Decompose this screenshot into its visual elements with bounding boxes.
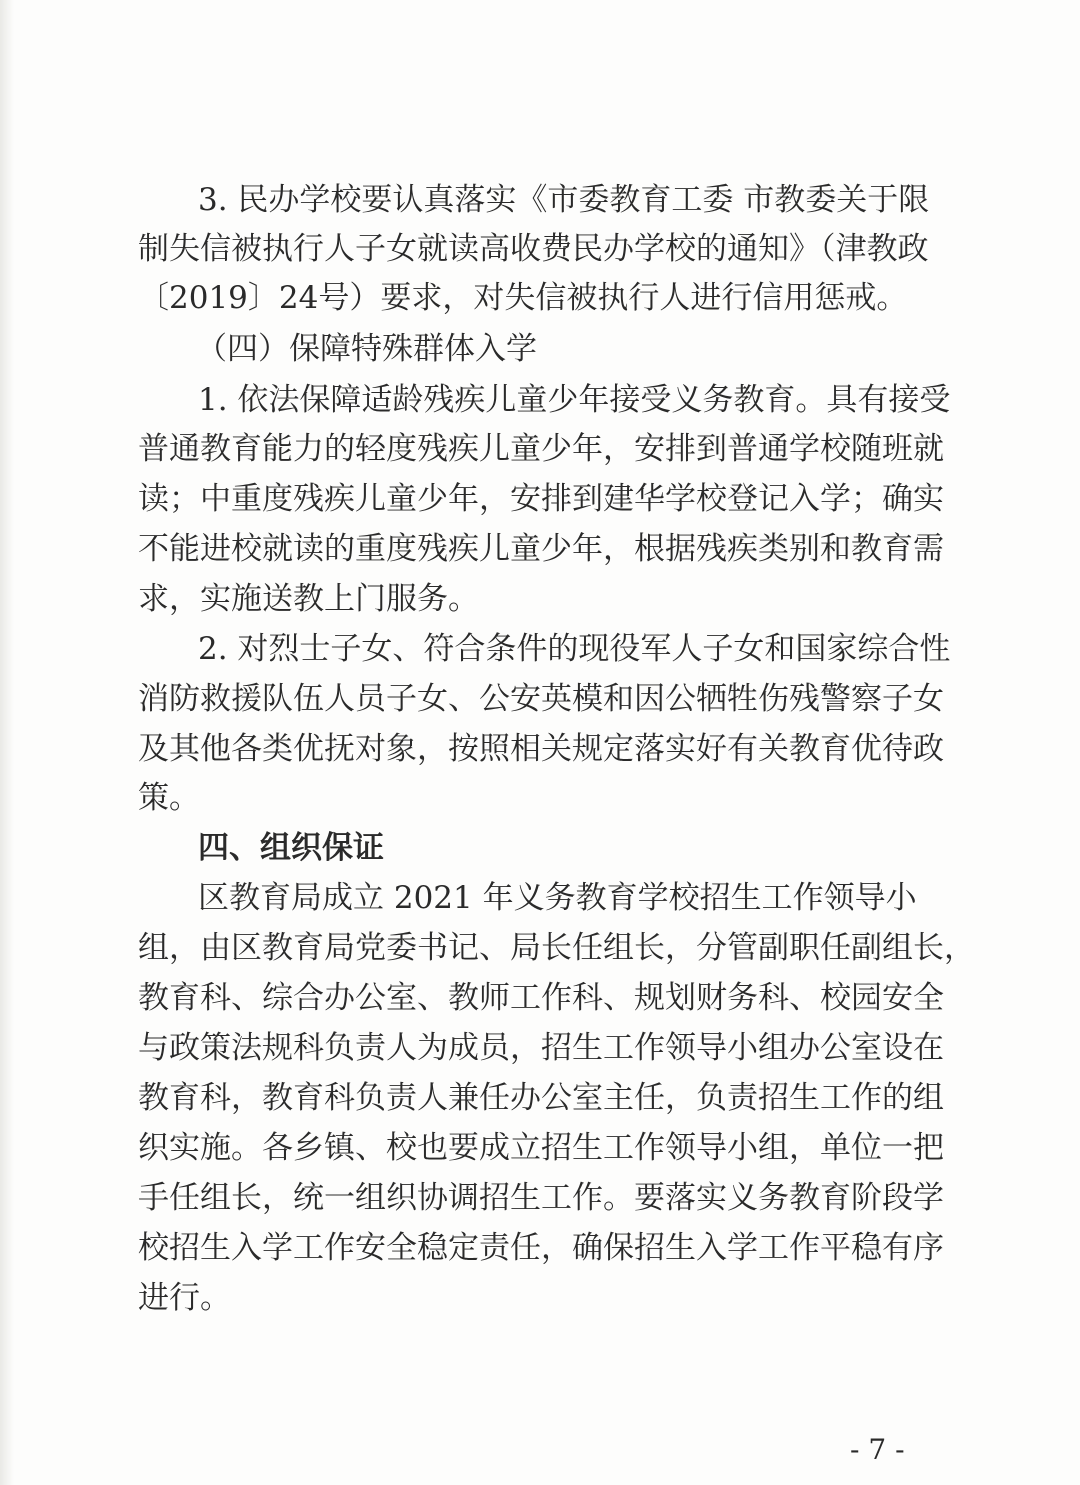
paragraph-line: 〔2019〕24号）要求，对失信被执行人进行信用惩戒。 bbox=[138, 280, 908, 316]
paragraph-line: 手任组长，统一组织协调招生工作。要落实义务教育阶段学 bbox=[138, 1180, 944, 1216]
paragraph-line: 织实施。各乡镇、校也要成立招生工作领导小组，单位一把 bbox=[138, 1130, 944, 1166]
paragraph-line: 教育科、综合办公室、教师工作科、规划财务科、校园安全 bbox=[138, 980, 944, 1016]
paragraph-line: 制失信被执行人子女就读高收费民办学校的通知》（津教政 bbox=[138, 231, 929, 267]
paragraph-line: 消防救援队伍人员子女、公安英模和因公牺牲伤残警察子女 bbox=[138, 681, 944, 717]
paragraph-line: 与政策法规科负责人为成员，招生工作领导小组办公室设在 bbox=[138, 1030, 944, 1066]
paragraph-line: 进行。 bbox=[138, 1280, 231, 1316]
paragraph-line: 组，由区教育局党委书记、局长任组长，分管副职任副组长， bbox=[138, 930, 975, 966]
paragraph-line: 3. 民办学校要认真落实《市委教育工委 市教委关于限 bbox=[198, 182, 930, 218]
paragraph-line: 校招生入学工作安全稳定责任，确保招生入学工作平稳有序 bbox=[138, 1230, 944, 1266]
paragraph-line: 策。 bbox=[138, 780, 200, 816]
paragraph-line: 区教育局成立 2021 年义务教育学校招生工作领导小 bbox=[198, 880, 917, 916]
paragraph-line: 不能进校就读的重度残疾儿童少年，根据残疾类别和教育需 bbox=[138, 531, 944, 567]
paragraph-line: 1. 依法保障适龄残疾儿童少年接受义务教育。具有接受 bbox=[198, 382, 951, 418]
paragraph-line: 及其他各类优抚对象，按照相关规定落实好有关教育优待政 bbox=[138, 731, 944, 767]
scan-edge-shadow bbox=[0, 0, 14, 1485]
section-heading: 四、组织保证 bbox=[198, 830, 384, 866]
paragraph-line: 普通教育能力的轻度残疾儿童少年，安排到普通学校随班就 bbox=[138, 431, 944, 467]
page-number: - 7 - bbox=[850, 1433, 905, 1466]
paragraph-line: 教育科，教育科负责人兼任办公室主任，负责招生工作的组 bbox=[138, 1080, 944, 1116]
paragraph-line: 读；中重度残疾儿童少年，安排到建华学校登记入学；确实 bbox=[138, 481, 944, 517]
subheading: （四）保障特殊群体入学 bbox=[196, 331, 537, 367]
paragraph-line: 2. 对烈士子女、符合条件的现役军人子女和国家综合性 bbox=[198, 631, 951, 667]
paragraph-line: 求，实施送教上门服务。 bbox=[138, 581, 479, 617]
